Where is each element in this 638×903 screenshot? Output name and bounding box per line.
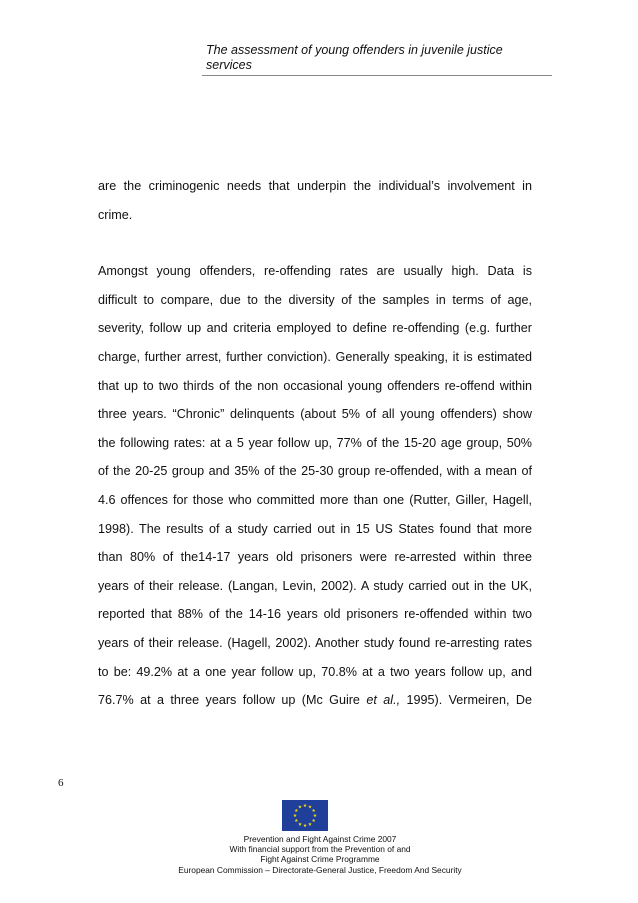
italic-citation: et al.,: [366, 693, 401, 708]
eu-star-icon: [295, 809, 299, 812]
running-header: [206, 43, 552, 73]
header-title-line1: The assessment of young offenders in juvenile justice: [206, 43, 503, 57]
paragraph-2: [98, 257, 532, 715]
eu-star-icon: [295, 819, 299, 822]
text-line: reported that 88% of the 14-16 years old prisoners re-offended within two: [98, 607, 532, 622]
footer-line1: Prevention and Fight Against Crime 2007: [243, 834, 397, 844]
text-line: crime.: [98, 207, 133, 222]
text-line: are the criminogenic needs that underpin the individual’s involvement in: [98, 179, 532, 193]
text-line: to be: 49.2% at a one year follow up, 70.8% at a two years follow up, and: [98, 664, 532, 679]
text-fragment: 1995). Vermeiren, De: [400, 693, 532, 708]
text-line: that up to two thirds of the non occasional young offenders re-offend within: [98, 378, 532, 393]
text-line: of the 20-25 group and 35% of the 25-30 group re-offended, with a mean of: [98, 464, 532, 479]
footer-line2: With financial support from the Prevention of and: [229, 844, 411, 855]
paragraph-1: [98, 172, 532, 229]
text-line: years of their release. (Langan, Levin, 2002). A study carried out in the UK,: [98, 578, 532, 593]
header-rule: [202, 75, 552, 76]
eu-star-icon: [312, 819, 316, 822]
text-line: 4.6 offences for those who committed more than one (Rutter, Giller, Hagell,: [98, 492, 532, 507]
eu-star-icon: [308, 805, 312, 808]
eu-star-icon: [293, 814, 297, 817]
text-line: Amongst young offenders, re-offending rates are usually high. Data is: [98, 264, 532, 279]
eu-star-icon: [312, 809, 316, 812]
text-line: difficult to compare, due to the diversity of the samples in terms of age,: [98, 292, 532, 307]
eu-star-icon: [313, 814, 317, 817]
eu-star-icon: [303, 804, 307, 807]
text-line: 1998). The results of a study carried out in 15 US States found that more: [98, 521, 532, 536]
header-title-line2: services: [206, 58, 252, 72]
text-line: severity, follow up and criteria employed to define re-offending (e.g. further: [98, 321, 532, 336]
footer-line3: Fight Against Crime Programme: [260, 854, 380, 865]
eu-star-icon: [308, 822, 312, 825]
text-line: than 80% of the14-17 years old prisoners were re-arrested within three: [98, 550, 532, 565]
text-line: three years. “Chronic” delinquents (about 5% of all young offenders) show: [98, 407, 532, 422]
footer: [100, 834, 540, 875]
text-fragment: 76.7% at a three years follow up (Mc Guire: [98, 693, 367, 708]
eu-star-icon: [298, 805, 302, 808]
text-line: the following rates: at a 5 year follow up, 77% of the 15-20 age group, 50%: [98, 435, 532, 450]
eu-star-icon: [298, 822, 302, 825]
text-line-final: [98, 686, 532, 715]
footer-line4: European Commission – Directorate-General Justice, Freedom And Security: [178, 864, 462, 875]
text-line: charge, further arrest, further conviction). Generally speaking, it is estimated: [98, 349, 532, 364]
page-number: 6: [58, 777, 64, 789]
body-text: [98, 172, 532, 715]
text-line: years of their release. (Hagell, 2002). Another study found re-arresting rates: [98, 635, 532, 650]
eu-flag-icon: [282, 800, 328, 831]
eu-star-icon: [303, 824, 307, 827]
eu-stars-circle: [282, 800, 328, 831]
